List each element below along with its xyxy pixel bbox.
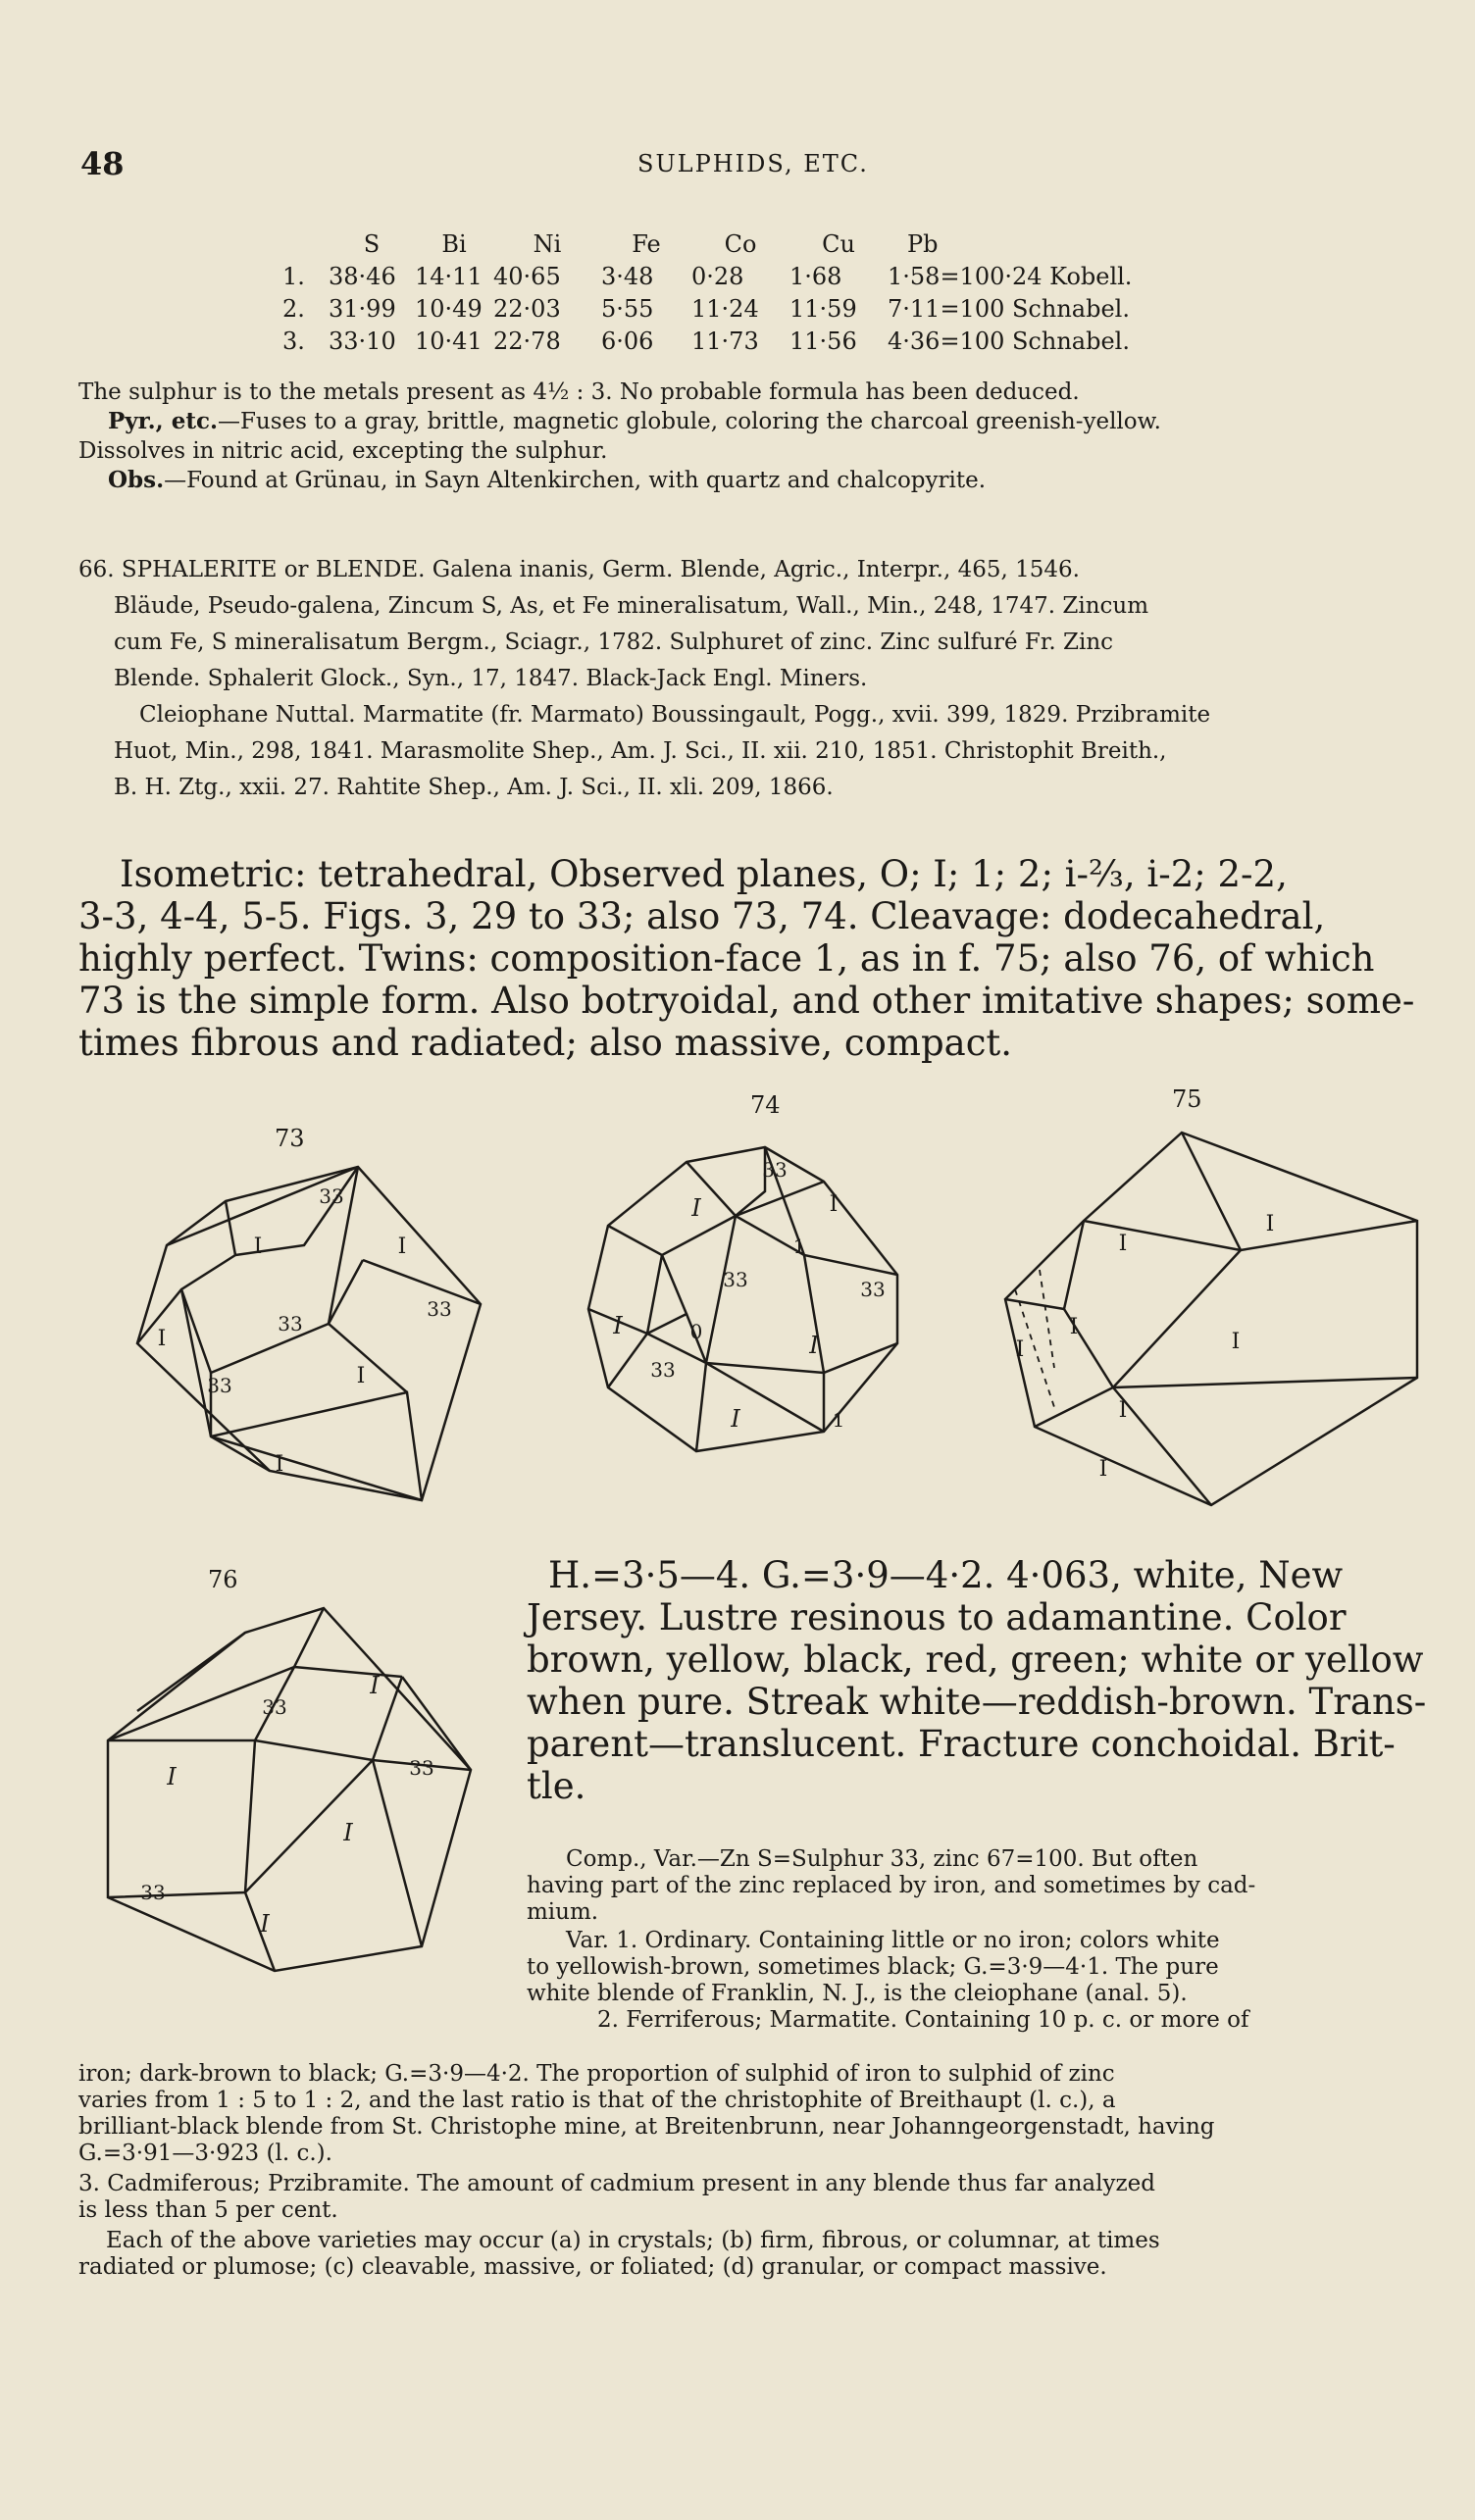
variety-line: is less than 5 per cent. (78, 2197, 338, 2223)
obs-label: Obs. (108, 467, 165, 493)
synonymy-block (78, 552, 1442, 806)
face-label: I (829, 1192, 839, 1217)
variety-line: brilliant-black blende from St. Christophe mine, at Breitenbrunn, near Johanngeorgenstadt, having (78, 2114, 1215, 2140)
figure-75-number: 75 (1172, 1085, 1202, 1113)
table-cell: 1·58=100·24 Kobell. (888, 262, 1133, 290)
table-cell: 0·28 (691, 262, 744, 290)
col-header: Co (724, 229, 757, 258)
face-label: I (613, 1312, 623, 1339)
table-cell: 31·99 (329, 294, 396, 323)
property-line: when pure. Streak white—reddish-brown. Trans- (527, 1681, 1427, 1723)
table-cell: 11·56 (789, 327, 857, 355)
face-label: 33 (409, 1756, 434, 1780)
variety-line: varies from 1 : 5 to 1 : 2, and the last ratio is that of the christophite of Breithaupt (l. c.), a (78, 2088, 1116, 2113)
table-cell: 1. (282, 262, 305, 290)
description-line: 3-3, 4-4, 5-5. Figs. 3, 29 to 33; also 73, 74. Cleavage: dodecahedral, (78, 895, 1326, 937)
figure-76-crystal (98, 1584, 510, 1995)
face-label: I (1118, 1398, 1128, 1423)
composition-block (527, 1846, 1439, 2034)
figure-76-number: 76 (208, 1566, 238, 1593)
face-label: 0 (689, 1320, 703, 1343)
synonymy-line: 66. SPHALERITE or BLENDE. Galena inanis, Germ. Blende, Agric., Interpr., 465, 1546. (78, 557, 1080, 582)
table-cell: 11·24 (691, 294, 759, 323)
face-label: 33 (207, 1374, 232, 1397)
face-label: I (253, 1235, 263, 1259)
face-label: I (275, 1452, 284, 1477)
table-cell: 10·41 (415, 327, 483, 355)
table-cell: 10·49 (415, 294, 483, 323)
table-cell: 33·10 (329, 327, 396, 355)
description-line: times fibrous and radiated; also massive, compact. (78, 1022, 1013, 1064)
face-label: I (397, 1235, 407, 1259)
comp-line: Comp., Var.—Zn S=Sulphur 33, zinc 67=100. But often (566, 1846, 1198, 1872)
col-header: Bi (441, 229, 467, 258)
comp-line: 2. Ferriferous; Marmatite. Containing 10 p. c. or more of (597, 2007, 1249, 2033)
face-label: I (343, 1819, 353, 1846)
synonymy-line: cum Fe, S mineralisatum Bergm., Sciagr., 1782. Sulphuret of zinc. Zinc sulfuré Fr. Zinc (114, 630, 1114, 655)
pyr-line (78, 407, 1432, 436)
face-label: 33 (319, 1184, 344, 1208)
col-header: Ni (533, 229, 562, 258)
face-label: 1 (832, 1408, 845, 1432)
synonymy-line: Bläude, Pseudo-galena, Zincum S, As, et Fe mineralisatum, Wall., Min., 248, 1747. Zincum (114, 593, 1149, 619)
property-line: parent—translucent. Fracture conchoidal. Brit- (527, 1723, 1396, 1765)
face-label: 33 (723, 1268, 748, 1291)
running-head: SULPHIDS, ETC. (637, 150, 869, 177)
face-label: I (691, 1194, 701, 1222)
table-cell: 4·36=100 Schnabel. (888, 327, 1130, 355)
figure-75-crystal (986, 1113, 1437, 1525)
table-cell: 22·78 (493, 327, 561, 355)
intro-block (78, 378, 1432, 495)
face-label: I (260, 1910, 270, 1938)
page-number: 48 (80, 145, 125, 182)
table-cell: 14·11 (415, 262, 483, 290)
table-row (265, 292, 1132, 325)
face-label: I (731, 1405, 740, 1433)
obs-line (78, 466, 1432, 495)
variety-line: iron; dark-brown to black; G.=3·9—4·2. The proportion of sulphid of iron to sulphid of zinc (78, 2061, 1115, 2087)
comp-line: white blende of Franklin, N. J., is the cleiophane (anal. 5). (527, 1981, 1188, 2006)
face-label: 33 (140, 1881, 166, 1904)
table-cell: 2. (282, 294, 305, 323)
sulphur-ratio-line: The sulphur is to the metals present as 4½ : 3. No probable formula has been deduced. (78, 379, 1080, 405)
obs-text: —Found at Grünau, in Sayn Altenkirchen, with quartz and chalcopyrite. (164, 468, 987, 493)
comp-line: having part of the zinc replaced by iron, and sometimes by cad- (527, 1873, 1256, 1898)
description-block (78, 853, 1451, 1064)
description-line: highly perfect. Twins: composition-face 1, as in f. 75; also 76, of which (78, 937, 1375, 980)
face-label: I (370, 1672, 380, 1699)
table-cell: 11·73 (691, 327, 759, 355)
face-label: I (167, 1763, 177, 1790)
table-cell: 22·03 (493, 294, 561, 323)
face-label: 33 (278, 1312, 303, 1336)
synonymy-line: Cleiophane Nuttal. Marmatite (fr. Marmato) Boussingault, Pogg., xvii. 399, 1829. Przibramite (139, 702, 1211, 728)
table-cell: 38·46 (329, 262, 396, 290)
comp-line: mium. (527, 1899, 599, 1925)
face-label: I (1265, 1212, 1275, 1236)
face-label: I (1098, 1457, 1108, 1482)
table-cell: 6·06 (601, 327, 654, 355)
description-line: 73 is the simple form. Also botryoidal, and other imitative shapes; some- (78, 980, 1415, 1022)
face-label: I (1069, 1315, 1079, 1339)
dissolves-line: Dissolves in nitric acid, excepting the sulphur. (78, 438, 608, 464)
property-line: H.=3·5—4. G.=3·9—4·2. 4·063, white, New (548, 1554, 1344, 1596)
variety-line: radiated or plumose; (c) cleavable, massive, or foliated; (d) granular, or compact massive. (78, 2254, 1107, 2280)
figure-74-number: 74 (750, 1091, 781, 1119)
variety-line: Each of the above varieties may occur (a) in crystals; (b) firm, fibrous, or columnar, at times (106, 2228, 1160, 2253)
table-cell: 7·11=100 Schnabel. (888, 294, 1130, 323)
property-line: tle. (527, 1765, 586, 1807)
table-cell: 40·65 (493, 262, 561, 290)
face-label: I (809, 1332, 819, 1359)
table-cell: 3. (282, 327, 305, 355)
comp-line: to yellowish-brown, sometimes black; G.=3·9—4·1. The pure (527, 1954, 1219, 1980)
col-header: Pb (907, 229, 939, 258)
col-header: Fe (632, 229, 661, 258)
table-row (265, 325, 1132, 357)
figure-73-crystal (118, 1147, 500, 1510)
table-cell: 3·48 (601, 262, 654, 290)
col-header: Cu (822, 229, 855, 258)
physical-properties-block (527, 1554, 1439, 1807)
synonymy-line: B. H. Ztg., xxii. 27. Rahtite Shep., Am. J. Sci., II. xli. 209, 1866. (114, 775, 834, 800)
figure-74-crystal (579, 1137, 922, 1461)
face-label: I (1118, 1232, 1128, 1256)
figure-73-number: 73 (275, 1125, 305, 1152)
face-label: I (356, 1364, 366, 1388)
property-line: brown, yellow, black, red, green; white or yellow (527, 1638, 1424, 1681)
face-label: 33 (762, 1158, 788, 1182)
varieties-block (78, 2061, 1442, 2281)
face-label: 1 (792, 1235, 806, 1258)
col-header: S (363, 229, 381, 258)
face-label: I (1231, 1330, 1241, 1354)
table-cell: 5·55 (601, 294, 654, 323)
face-label: 33 (262, 1695, 287, 1719)
description-line: Isometric: tetrahedral, Observed planes, O; I; 1; 2; i-⅔, i-2; 2-2, (120, 853, 1288, 895)
face-label: I (1015, 1337, 1025, 1362)
face-label: I (157, 1327, 167, 1351)
table-header-row (265, 227, 1132, 260)
table-cell: 11·59 (789, 294, 857, 323)
pyr-label: Pyr., etc. (108, 408, 218, 434)
face-label: 33 (427, 1297, 452, 1321)
table-cell: 1·68 (789, 262, 842, 290)
pyr-text: —Fuses to a gray, brittle, magnetic globule, coloring the charcoal greenish-yellow. (217, 409, 1161, 434)
face-label: 33 (650, 1358, 676, 1382)
variety-line: G.=3·91—3·923 (l. c.). (78, 2141, 332, 2166)
property-line: Jersey. Lustre resinous to adamantine. Color (527, 1596, 1347, 1638)
comp-line: Var. 1. Ordinary. Containing little or no iron; colors white (566, 1928, 1220, 1953)
synonymy-line: Blende. Sphalerit Glock., Syn., 17, 1847. Black-Jack Engl. Miners. (114, 666, 868, 691)
table-row (265, 260, 1132, 292)
variety-line: 3. Cadmiferous; Przibramite. The amount of cadmium present in any blende thus far analyzed (78, 2171, 1155, 2196)
face-label: 33 (860, 1278, 886, 1301)
analysis-table (265, 227, 1132, 357)
synonymy-line: Huot, Min., 298, 1841. Marasmolite Shep., Am. J. Sci., II. xii. 210, 1851. Christophit Breith., (114, 738, 1167, 764)
